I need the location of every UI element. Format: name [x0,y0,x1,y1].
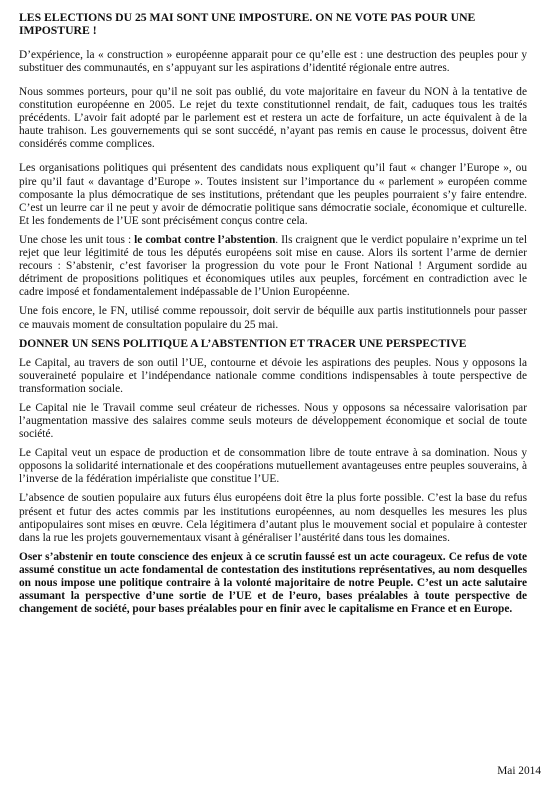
paragraph-experience: D’expérience, la « construction » européenne apparait pour ce qu’elle est : une destruction des peuples pour y substituer des communautés, en s’appuyant sur les aspirations d’identité régionale entre autres. [19,48,527,74]
paragraph-fn-bequille: Une fois encore, le FN, utilisé comme repoussoir, doit servir de béquille aux partis institutionnels pour passer ce mauvais moment de consultation populaire du 25 mai. [19,305,527,331]
paragraph-combat-abstention [19,234,527,299]
p4-text-before: Une chose les unit tous : [19,233,135,246]
paragraph-vote-non-2005: Nous sommes porteurs, pour qu’il ne soit pas oublié, du vote majoritaire en faveur du NON à la tentative de constitution européenne en 2005. Le rejet du texte constitutionnel rendait, de fait, caduques tous les traités précédents. L’avoir fait adopté par le parlement est et restera un acte de forfaiture, un acte équivalent à de la haute trahison. Les gouvernements qui se sont succédé, n’ayant pas remis en cause le processus, doivent être considérés comme complices. [19,86,527,151]
document-title: LES ELECTIONS DU 25 MAI SONT UNE IMPOSTURE. ON NE VOTE PAS POUR UNE IMPOSTURE ! [19,11,476,38]
paragraph-absence-soutien: L’absence de soutien populaire aux futurs élus européens doit être la plus forte possible. C’est la base du refus présent et futur des actes commis par les institutions européennes, au nom desquelles les mesures les plus antipopulaires sont mises en œuvre. Cela légitimera d’autant plus le mouvement social et populaire à contester dans la rue les projets gouvernementaux visant à généraliser l’austérité dans tous les domaines. [19,492,527,544]
section-subtitle: DONNER UN SENS POLITIQUE A L’ABSTENTION ET TRACER UNE PERSPECTIVE [19,337,467,350]
paragraph-capital-travail: Le Capital nie le Travail comme seul créateur de richesses. Nous y opposons sa nécessaire valorisation par l’augmentation massive des salaires comme seuls moteurs de développement économique et social de toute société. [19,401,527,441]
paragraph-capital-ue: Le Capital, au travers de son outil l’UE, contourne et dévoie les aspirations des peuples. Nous y opposons la souveraineté populaire et l’indépendance nationale comme conditions indispensables à toute perspective de transformation sociale. [19,356,527,395]
document-page [19,11,527,616]
p4-text-after: . Ils craignent que le verdict populaire n’exprime un tel rejet que leur légitimité de tous les députés européens soit mise en cause. Alors ils sortent l’arme de dernier recours : S’abstenir, c’est favoriser la progression du vote pour le Front National ! Argument sordide au détriment de propositions politiques et économiques utiles aux peuples, forcément en contradiction avec le cadre imposé et fondamentalement indépassable de l’Union Européenne. [19,233,527,299]
p4-bold-phrase: le combat contre l’abstention [134,233,276,246]
document-date: Mai 2014 [497,765,541,777]
paragraph-organisations-politiques: Les organisations politiques qui présentent des candidats nous expliquent qu’il faut « changer l’Europe », ou pire qu’il faut « davantage d’Europe ». Toutes insistent sur l’importance du « parlement » européen comme composante la plus démocratique de ses institutions, prétendant que les peuples pourraient s’y faire entendre. C’est un leurre car il ne peut y avoir de démocratie politique sans démocratie sociale, économique et culturelle. Et les fondements de l’UE sont précisément conçus contre cela. [19,162,527,227]
paragraph-capital-espace: Le Capital veut un espace de production et de consommation libre de toute entrave à sa domination. Nous y opposons la solidarité internationale et des coopérations mutuellement avantageuses entre peuples souverains, à l’inverse de la fédération impérialiste que constitue l’UE. [19,447,527,486]
paragraph-oser-abstenir: Oser s’abstenir en toute conscience des enjeux à ce scrutin faussé est un acte courageux. Ce refus de vote assumé constitue un acte fondamental de contestation des institutions représentatives, au nom desquelles on nous impose une politique contraire à la volonté majoritaire de notre Peuple. C’est un acte salutaire assumant la perspective d’une sortie de l’UE et de l’euro, bases préalables à toute perspective de changement de société, pour bases préalables pour en finir avec le capitalisme en France et en Europe. [19,550,527,616]
